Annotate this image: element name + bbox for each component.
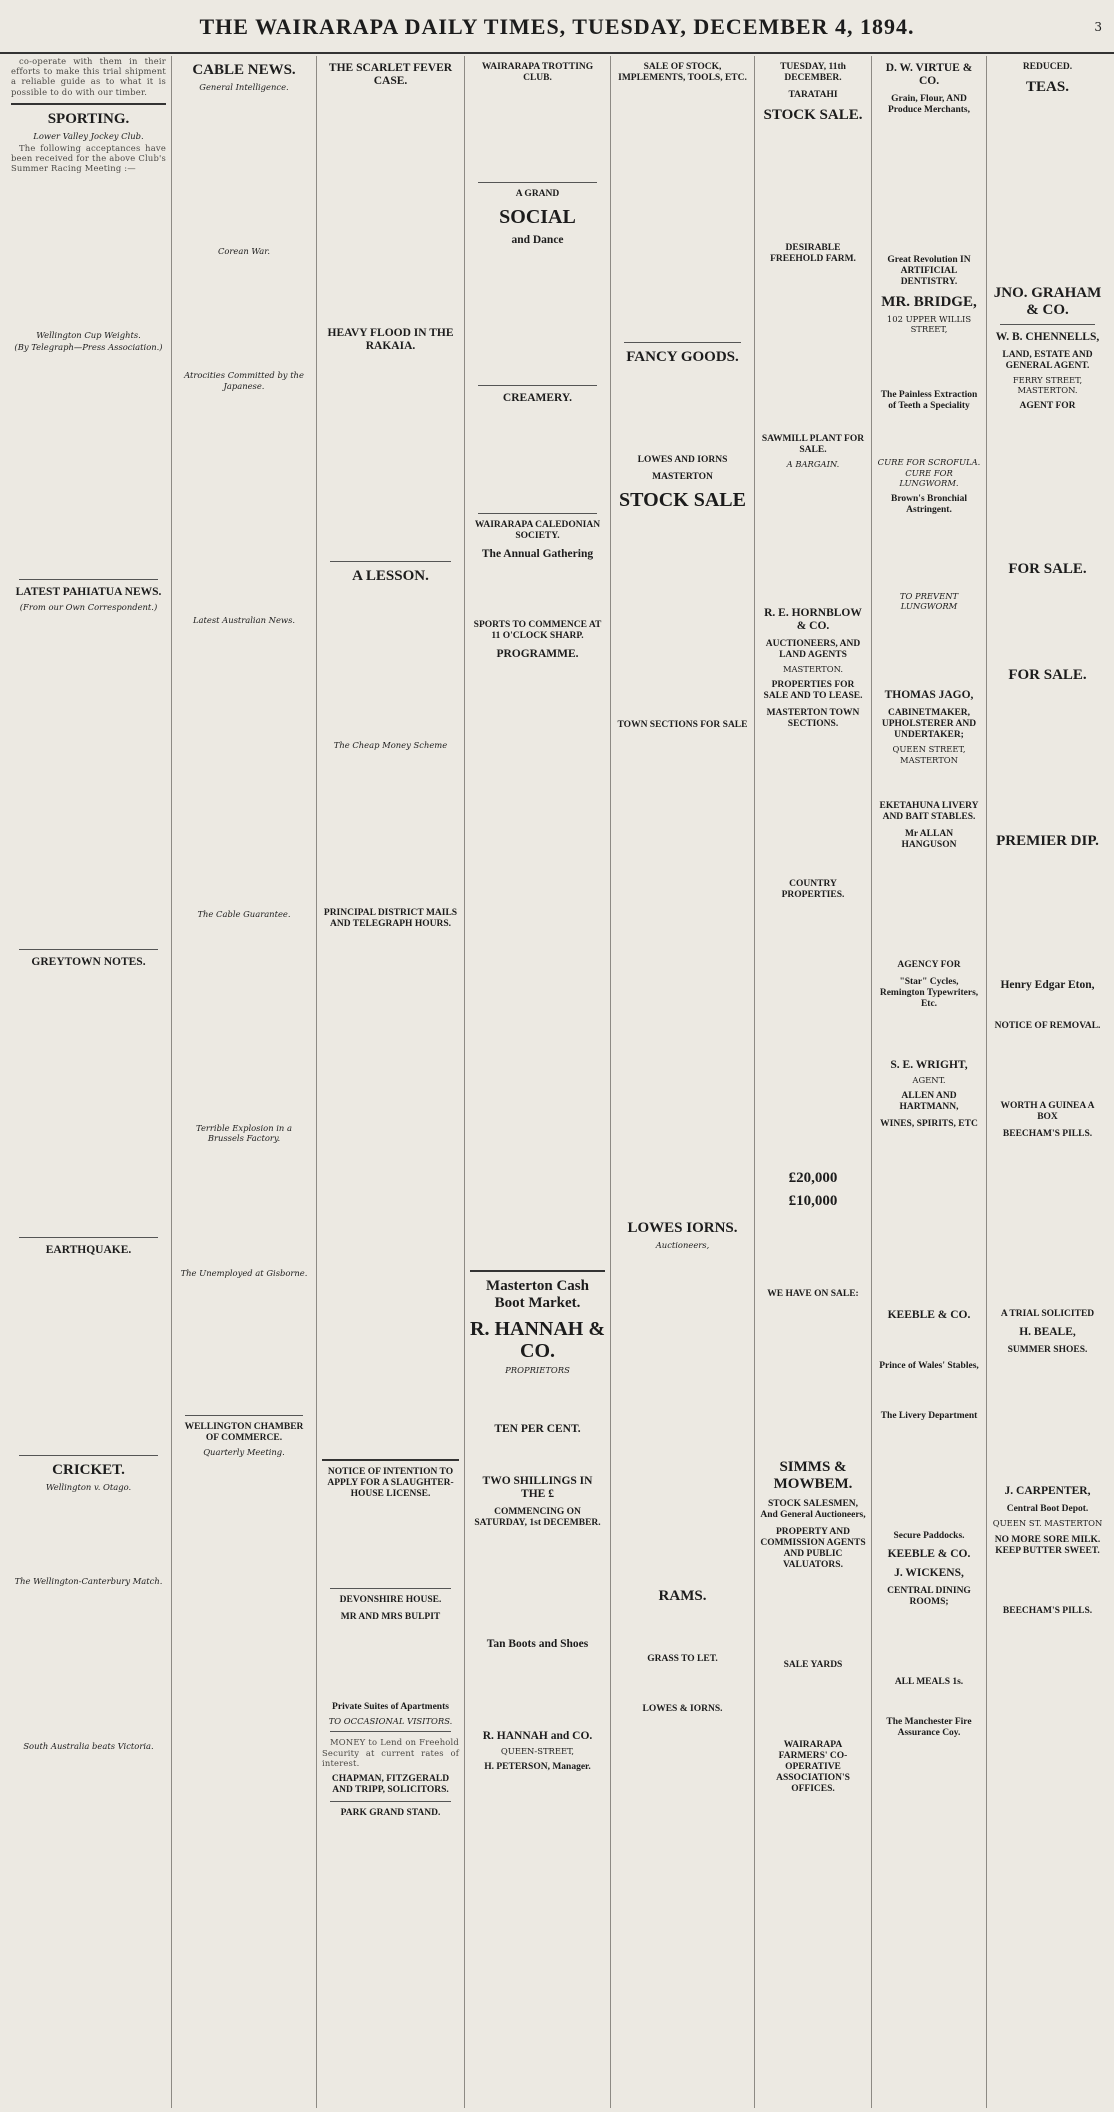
text-block (616, 87, 749, 337)
text-block (877, 613, 981, 683)
freehold-farm-heading: DESIRABLE FREEHOLD FARM. (770, 243, 856, 264)
creamery-heading: CREAMERY. (502, 392, 573, 404)
grain-heading: Grain, Flour, AND Produce Merchants, (888, 94, 970, 115)
text-block (992, 1359, 1103, 1479)
sawmill-heading: SAWMILL PLANT FOR SALE. (761, 434, 865, 455)
column-8 (987, 56, 1108, 2108)
devonshire-heading: DEVONSHIRE HOUSE. (339, 1595, 442, 1606)
hannah-heading: R. HANNAH & CO. (470, 1318, 605, 1362)
column-5 (611, 56, 755, 2108)
text-block (877, 765, 981, 795)
text-block (760, 471, 866, 601)
caledonian-heading: WAIRARAPA CALEDONIAN SOCIETY. (474, 520, 601, 541)
reduced-label: REDUCED. (1022, 62, 1073, 72)
teas-heading: TEAS. (1026, 79, 1069, 95)
taratahi-heading: TARATAHI (788, 90, 838, 100)
text-block (616, 1252, 749, 1582)
keeble-signature: KEEBLE & CO. (887, 1548, 971, 1561)
for-sale-heading-2: FOR SALE. (1008, 667, 1087, 684)
keeble-heading: KEEBLE & CO. (887, 1309, 971, 1322)
bulpit-heading: MR AND MRS BULPIT (340, 1612, 441, 1623)
dining-heading: CENTRAL DINING ROOMS; (887, 1586, 971, 1608)
text-block (760, 1213, 866, 1283)
dance-heading: and Dance (511, 234, 564, 246)
text-block (177, 1280, 311, 1410)
eton-heading: Henry Edgar Eton, (1000, 979, 1095, 992)
atrocities-heading: Atrocities Committed by the Japanese. (184, 370, 304, 391)
rams-heading: RAMS. (658, 1588, 707, 1605)
text-block (11, 178, 166, 328)
text-block (322, 588, 459, 738)
grand-label: A GRAND (515, 189, 560, 199)
text-block (616, 514, 749, 714)
lowes-iorns-signature: LOWES & IORNS. (642, 1704, 723, 1715)
mails-heading: PRINCIPAL DISTRICT MAILS AND TELEGRAPH HOURS. (323, 908, 458, 930)
explosion-heading: Terrible Explosion in a Brussels Factory. (196, 1123, 292, 1144)
cure-heading: CURE FOR SCROFULA. CURE FOR LUNGWORM. (877, 457, 981, 488)
cash-boot-heading: Masterton Cash Boot Market. (486, 1278, 589, 1311)
text-block (877, 1611, 981, 1671)
text-block (992, 687, 1103, 827)
offices-heading: WAIRARAPA FARMERS' CO-OPERATIVE ASSOCIATION'S OFFICES. (776, 1740, 850, 1795)
chamber-heading: WELLINGTON CHAMBER OF COMMERCE. (184, 1421, 304, 1443)
text-block (877, 1425, 981, 1525)
chennells-heading: W. B. CHENNELLS, (995, 331, 1100, 343)
cabinetmaker-heading: CABINETMAKER, UPHOLSTERER AND UNDERTAKER; (881, 708, 977, 741)
trotting-club-heading: WAIRARAPA TROTTING CLUB. (481, 62, 594, 83)
properties-heading: PROPERTIES FOR SALE AND TO LEASE. (763, 680, 863, 702)
text-block (322, 752, 459, 902)
lesson-heading: A LESSON. (352, 568, 429, 584)
text-block (470, 1532, 605, 1632)
text-block (760, 268, 866, 428)
text-block (470, 250, 605, 380)
country-properties-heading: COUNTRY PROPERTIES. (781, 879, 845, 901)
page-number: 3 (1094, 20, 1102, 34)
wickens-heading: J. WICKENS, (894, 1567, 964, 1580)
divider (330, 1801, 451, 1802)
agency-heading: AGENCY FOR (897, 959, 961, 970)
premier-dip-heading: PREMIER DIP. (996, 833, 1099, 850)
text-block (992, 853, 1103, 973)
wines-heading: WINES, SPIRITS, ETC (880, 1119, 978, 1130)
wellington-canterbury-heading: The Wellington-Canterbury Match. (14, 1576, 163, 1587)
divider (19, 1455, 158, 1456)
text-block (322, 356, 459, 556)
jago-heading: THOMAS JAGO, (884, 689, 974, 702)
slaughter-notice-heading: NOTICE OF INTENTION TO APPLY FOR A SLAUGHTER-HOUSE LICENSE. (327, 1467, 454, 1500)
beale-heading: H. BEALE, (1019, 1326, 1076, 1339)
carpenter-heading: J. CARPENTER, (1004, 1485, 1091, 1498)
text-block (322, 91, 459, 321)
scarlet-fever-heading: THE SCARLET FEVER CASE. (328, 62, 453, 87)
agent-for-heading: AGENT FOR (1019, 401, 1076, 412)
text-block (11, 1260, 166, 1450)
allen-heading: ALLEN AND HARTMANN, (899, 1091, 959, 1113)
hornblow-heading: R. E. HORNBLOW & CO. (764, 607, 862, 633)
text-block (177, 258, 311, 368)
text-block (992, 1560, 1103, 1600)
divider (330, 561, 451, 562)
lowes-iorns-label: LOWES AND IORNS (637, 455, 728, 465)
text-block (760, 733, 866, 873)
text-block (177, 1146, 311, 1266)
virtue-heading: D. W. VIRTUE & CO. (885, 62, 973, 87)
central-boot-heading: Central Boot Depot. (1006, 1504, 1089, 1515)
programme-heading: PROGRAMME. (496, 648, 579, 660)
property-agents-heading: PROPERTY AND COMMISSION AGENTS AND PUBLIC VALUATORS. (760, 1527, 866, 1571)
commencing: COMMENCING ON SATURDAY, 1st DECEMBER. (474, 1507, 601, 1529)
land-estate-heading: LAND, ESTATE AND GENERAL AGENT. (1002, 350, 1093, 371)
by-telegraph: (By Telegraph—Press Association.) (14, 341, 163, 352)
flood-heading: HEAVY FLOOD IN THE RAKAIA. (327, 327, 454, 352)
text-block (11, 1589, 166, 1739)
stock-sale-heading: STOCK SALE. (763, 107, 863, 123)
stock-sale-heading: STOCK SALE (619, 489, 746, 511)
divider (478, 385, 597, 386)
text-block (877, 1013, 981, 1053)
divider (330, 1588, 451, 1589)
solicitors-heading: CHAPMAN, FITZGERALD AND TRIPP, SOLICITORS. (331, 1774, 450, 1796)
sporting-heading: SPORTING. (47, 110, 130, 127)
all-meals-heading: ALL MEALS 1s. (894, 1677, 964, 1688)
auctioneers-heading: AUCTIONEERS, AND LAND AGENTS (765, 639, 861, 661)
divider (478, 182, 597, 183)
fancy-goods-heading: FANCY GOODS. (626, 349, 739, 365)
text-block (470, 664, 605, 1264)
text-block (760, 1574, 866, 1654)
text-block (760, 904, 866, 1164)
prince-heading: Prince of Wales' Stables, (879, 1361, 979, 1372)
text-block (992, 99, 1103, 279)
tuesday-heading: TUESDAY, 11th DECEMBER. (780, 62, 846, 83)
text-block (470, 408, 605, 508)
manchester-heading: The Manchester Fire Assurance Coy. (886, 1717, 972, 1739)
money-10000: £10,000 (788, 1193, 838, 1210)
eketahuna-heading: EKETAHUNA LIVERY AND BAIT STABLES. (879, 800, 979, 822)
text-block (322, 1503, 459, 1583)
dentistry-heading: Great Revolution IN ARTIFICIAL DENTISTRY. (887, 255, 971, 287)
lowes-iorns-heading: LOWES IORNS. (627, 1220, 738, 1236)
earthquake-heading: EARTHQUAKE. (45, 1244, 132, 1257)
text-block (322, 1626, 459, 1696)
text-block (616, 1608, 749, 1648)
text-block (760, 127, 866, 237)
newspaper-title: THE WAIRARAPA DAILY TIMES, TUESDAY, DECEMBER 4, 1894. (199, 14, 915, 39)
beecham-heading-2: BEECHAM'S PILLS. (1002, 1605, 1093, 1616)
divider (322, 1459, 459, 1461)
ferry-street: FERRY STREET, MASTERTON. (1012, 375, 1083, 396)
notice-removal-heading: NOTICE OF REMOVAL. (994, 1021, 1101, 1032)
bargain-label: A BARGAIN. (786, 459, 840, 469)
text-block (992, 1143, 1103, 1303)
hanguson-heading: Mr ALLAN HANGUSON (901, 828, 957, 850)
town-sections-heading: TOWN SECTIONS FOR SALE (617, 720, 748, 730)
general-intelligence-heading: General Intelligence. (199, 82, 289, 92)
lungworm-heading: TO PREVENT LUNGWORM (899, 591, 959, 612)
divider (1000, 324, 1095, 325)
acceptances-paragraph: The following acceptances have been received for the above Club's Summer Racing Meeting :— (11, 143, 166, 174)
graham-heading: JNO. GRAHAM & CO. (993, 285, 1102, 318)
text-block (877, 1133, 981, 1303)
text-block (11, 1494, 166, 1574)
on-sale-heading: WE HAVE ON SALE: (767, 1289, 859, 1300)
cheap-money-heading: The Cheap Money Scheme (333, 740, 448, 750)
text-block (877, 519, 981, 589)
quarterly-meeting-heading: Quarterly Meeting. (203, 1446, 285, 1457)
column-6 (755, 56, 872, 2108)
peterson-manager: H. PETERSON, Manager. (484, 1762, 591, 1773)
text-block (760, 1303, 866, 1453)
trial-heading: A TRIAL SOLICITED (1000, 1309, 1095, 1320)
text-block (616, 369, 749, 449)
divider (624, 342, 741, 343)
masterton-label: MASTERTON (652, 472, 713, 482)
text-block (877, 1325, 981, 1355)
text-block (470, 87, 605, 177)
wellington-otago-heading: Wellington v. Otago. (45, 1482, 132, 1493)
beecham-heading: BEECHAM'S PILLS. (1002, 1129, 1093, 1140)
queen-st-masterton: QUEEN ST. MASTERTON (992, 1518, 1103, 1529)
column-4 (465, 56, 611, 2108)
latest-australian-heading: Latest Australian News. (192, 614, 296, 625)
summer-shoes-heading: SUMMER SHOES. (1007, 1345, 1088, 1356)
text-block (322, 933, 459, 1453)
text-block (877, 854, 981, 954)
intro-paragraph: co-operate with them in their efforts to make this trial shipment a reliable guide as to what it is possible to do with our timber. (11, 56, 166, 97)
text-block (470, 1654, 605, 1724)
columns (6, 56, 1108, 2108)
text-block (877, 119, 981, 249)
money-20000: £20,000 (788, 1170, 838, 1187)
pahiatua-heading: LATEST PAHIATUA NEWS. (15, 586, 162, 599)
divider (185, 1415, 303, 1416)
divider (330, 1731, 451, 1732)
browns-heading: Brown's Bronchial Astringent. (891, 494, 967, 516)
wright-heading: S. E. WRIGHT, (890, 1058, 968, 1071)
text-block (877, 1375, 981, 1405)
divider (11, 103, 166, 105)
text-block (760, 1674, 866, 1734)
text-block (877, 415, 981, 455)
greytown-heading: GREYTOWN NOTES. (31, 956, 146, 969)
town-sections-heading: MASTERTON TOWN SECTIONS. (766, 708, 860, 730)
text-block (11, 972, 166, 1232)
text-block (470, 1377, 605, 1417)
divider (19, 1237, 158, 1238)
divider (19, 579, 158, 580)
suites-heading: Private Suites of Apartments (332, 1702, 449, 1713)
text-block (877, 334, 981, 384)
grand-stand-heading: PARK GRAND STAND. (340, 1808, 441, 1819)
auctioneers-label: Auctioneers, (655, 1240, 710, 1250)
queen-street: QUEEN STREET, MASTERTON (892, 744, 966, 765)
south-australia-heading: South Australia beats Victoria. (23, 1740, 154, 1751)
agent-label: AGENT. (912, 1074, 946, 1085)
text-block (11, 354, 166, 574)
text-block (992, 581, 1103, 661)
corean-war-heading: Corean War. (217, 246, 271, 257)
text-block (992, 1035, 1103, 1095)
hannah-signature: R. HANNAH and CO. (482, 1730, 593, 1743)
wellington-weights-heading: Wellington Cup Weights. (36, 329, 141, 340)
money-to-lend: MONEY to Lend on Freehold Security at current rates of interest. (322, 1737, 459, 1768)
column-3 (317, 56, 465, 2108)
text-block (11, 614, 166, 944)
column-7 (872, 56, 987, 2108)
simms-heading: SIMMS & MOWBEM. (773, 1459, 853, 1493)
worth-guinea-heading: WORTH A GUINEA A BOX (1000, 1101, 1095, 1123)
sports-heading: SPORTS TO COMMENCE AT 11 O'CLOCK SHARP. (473, 620, 602, 641)
ten-per-cent: TEN PER CENT. (494, 1423, 581, 1436)
no-more-heading: NO MORE SORE MILK. KEEP BUTTER SWEET. (994, 1534, 1101, 1556)
two-shillings: TWO SHILLINGS IN THE £ (482, 1475, 593, 1501)
sale-yards-heading: SALE YARDS (783, 1660, 843, 1671)
text-block (992, 995, 1103, 1015)
column-1 (6, 56, 172, 2108)
proprietors-label: PROPRIETORS (505, 1365, 570, 1375)
cricket-heading: CRICKET. (52, 1462, 125, 1479)
bridge-heading: MR. BRIDGE, (881, 294, 977, 310)
lower-valley-heading: Lower Valley Jockey Club. (33, 130, 144, 141)
text-block (616, 734, 749, 1214)
text-block (177, 393, 311, 613)
divider (19, 949, 158, 950)
divider (478, 513, 597, 514)
own-correspondent: (From our Own Correspondent.) (19, 602, 158, 613)
paddocks-heading: Secure Paddocks. (893, 1531, 965, 1542)
livery-heading: The Livery Department (880, 1411, 978, 1422)
sale-stock-heading: SALE OF STOCK, IMPLEMENTS, TOOLS, ETC. (618, 62, 747, 83)
text-block (616, 1668, 749, 1698)
annual-gathering-heading: The Annual Gathering (481, 548, 594, 560)
queen-street: QUEEN-STREET, (500, 1746, 575, 1757)
tan-boots: Tan Boots and Shoes (486, 1638, 589, 1651)
unemployed-heading: The Unemployed at Gisborne. (180, 1267, 308, 1278)
cable-guarantee-heading: The Cable Guarantee. (197, 909, 291, 920)
divider (470, 1270, 605, 1272)
column-2 (172, 56, 317, 2108)
occasional-visitors: TO OCCASIONAL VISITORS. (328, 1716, 453, 1727)
cable-news-heading: CABLE NEWS. (192, 62, 296, 78)
masthead (0, 0, 1114, 54)
text-block (992, 415, 1103, 555)
text-block (470, 564, 605, 614)
social-heading: SOCIAL (499, 206, 576, 228)
text-block (177, 921, 311, 1121)
text-block (177, 94, 311, 244)
masterton-label: MASTERTON. (782, 664, 844, 675)
text-block (877, 1691, 981, 1711)
grass-heading: GRASS TO LET. (647, 1654, 718, 1665)
text-block (177, 627, 311, 907)
for-sale-heading: FOR SALE. (1008, 561, 1087, 578)
upper-willis: 102 UPPER WILLIS STREET, (886, 314, 972, 335)
text-block (470, 1439, 605, 1469)
star-cycles-heading: "Star" Cycles, Remington Typewriters, Etc. (879, 976, 979, 1009)
stock-salesmen-heading: STOCK SALESMEN, And General Auctioneers, (760, 1499, 866, 1521)
painless-heading: The Painless Extraction of Teeth a Speciality (880, 390, 978, 412)
